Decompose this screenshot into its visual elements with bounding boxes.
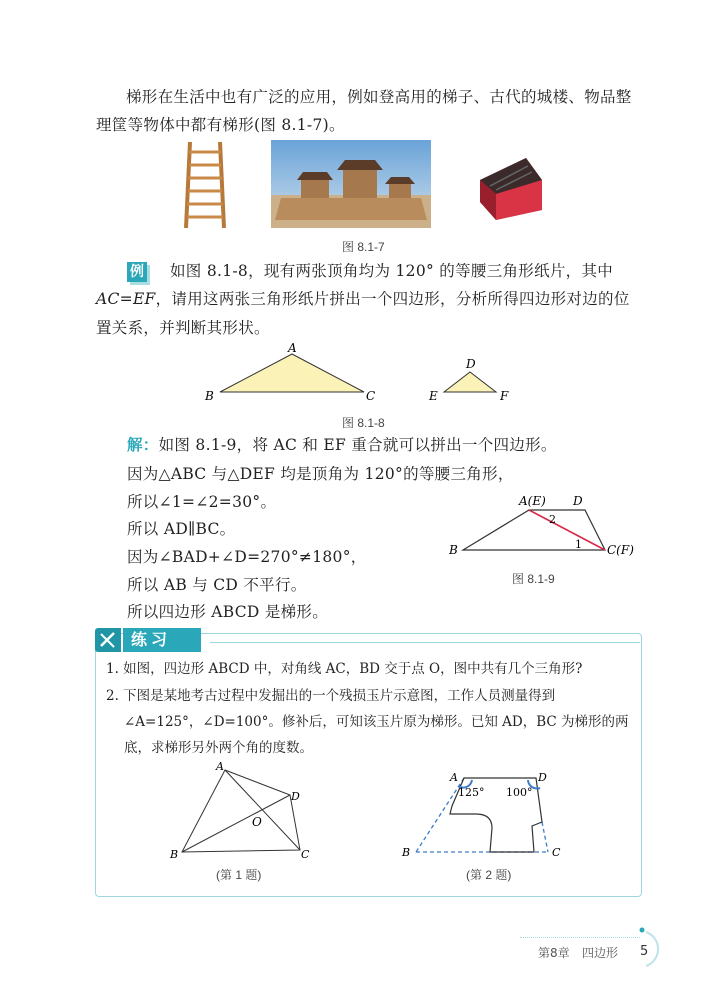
solution-step-2: 因为△ABC 与△DEF 均是顶角为 120°的等腰三角形， (127, 465, 514, 483)
practice-figure-1 (160, 760, 320, 864)
figure-8-1-8 (200, 340, 540, 410)
city-tower-image (271, 140, 431, 228)
page-number: 5 (640, 944, 649, 959)
practice-question-2-line-1: 2. 下图是某地考古过程中发掘出的一个残损玉片示意图，工作人员测量得到 (106, 688, 556, 704)
footer-topic: 四边形 (582, 946, 619, 960)
intro-line-2: 理筐等物体中都有梯形(图 8.1-7)。 (96, 116, 345, 134)
example-line-1: 如图 8.1-8，现有两张顶角均为 120° 的等腰三角形纸片，其中 (170, 262, 614, 280)
solution-line-1 (127, 430, 557, 460)
solution-step-1: 如图 8.1-9，将 AC 和 EF 重合就可以拼出一个四边形。 (158, 436, 557, 454)
storage-box-image (476, 150, 546, 222)
practice-figure-2 (400, 766, 575, 862)
p2-angle-a: 125° (458, 786, 485, 799)
p2-label-c: C (552, 846, 561, 859)
fig8-label-c: C (366, 389, 376, 403)
p1-label-o: O (252, 815, 262, 829)
p2-label-b: B (402, 846, 411, 859)
fig9-label-b: B (449, 543, 458, 557)
example-line-2 (96, 284, 630, 314)
p2-label-d: D (538, 771, 547, 784)
solution-step-4: 所以 AD∥BC。 (127, 520, 236, 538)
pencil-ruler-icon (95, 628, 121, 652)
practice-question-1: 1. 如图，四边形 ABCD 中，对角线 AC，BD 交于点 O，图中共有几个三角形? (106, 661, 583, 677)
fig8-label-a: A (288, 341, 297, 355)
figure-8-1-8-caption: 图 8.1-8 (342, 416, 385, 430)
solution-label: 解： (127, 435, 159, 454)
footer-rule (520, 937, 640, 938)
fig8-label-b: B (205, 389, 214, 403)
p2-label-a: A (450, 771, 458, 784)
example-badge (127, 261, 147, 282)
ladder-image (180, 140, 230, 230)
p2-angle-d: 100° (506, 786, 533, 799)
p1-label-a: A (216, 760, 224, 773)
p1-label-d: D (291, 790, 300, 803)
figure-8-1-9-caption: 图 8.1-9 (512, 572, 555, 586)
fig9-angle-2: 2 (549, 513, 556, 526)
practice-title: 练习 (123, 628, 201, 652)
p1-label-b: B (170, 848, 179, 861)
fig9-angle-1: 1 (575, 538, 582, 551)
example-math-ac-ef: AC=EF (96, 290, 156, 308)
practice-figure-2-caption: (第 2 题) (466, 868, 512, 882)
fig9-label-cf: C(F) (607, 543, 634, 557)
p1-label-c: C (301, 848, 310, 861)
example-line-2-rest: ，请用这两张三角形纸片拼出一个四边形，分析所得四边形对边的位 (155, 290, 630, 308)
solution-step-6: 所以 AB 与 CD 不平行。 (127, 576, 307, 594)
solution-step-3: 所以∠1=∠2=30°。 (127, 493, 277, 511)
figure-8-1-9 (445, 490, 645, 562)
practice-divider (210, 642, 640, 643)
practice-figure-1-caption: (第 1 题) (216, 868, 262, 882)
solution-step-5: 因为∠BAD+∠D=270°≠180°， (127, 548, 367, 566)
fig9-label-d: D (573, 494, 583, 508)
example-line-3: 置关系，并判断其形状。 (96, 319, 270, 337)
fig8-label-f: F (500, 389, 509, 403)
intro-line-1: 梯形在生活中也有广泛的应用，例如登高用的梯子、古代的城楼、物品整 (126, 88, 632, 106)
fig8-label-e: E (429, 389, 438, 403)
practice-question-2-line-3: 底，求梯形另外两个角的度数。 (124, 740, 313, 756)
practice-question-2-line-2: ∠A=125°，∠D=100°。修补后，可知该玉片原为梯形。已知 AD，BC 为梯形的两 (124, 714, 629, 730)
footer-chapter: 第8章 (538, 946, 570, 960)
fig9-label-ae: A(E) (519, 494, 546, 508)
fig8-label-d: D (466, 357, 476, 371)
figure-8-1-7-caption: 图 8.1-7 (342, 240, 385, 254)
solution-step-7: 所以四边形 ABCD 是梯形。 (127, 603, 329, 621)
example-badge-label: 例 (127, 262, 147, 282)
